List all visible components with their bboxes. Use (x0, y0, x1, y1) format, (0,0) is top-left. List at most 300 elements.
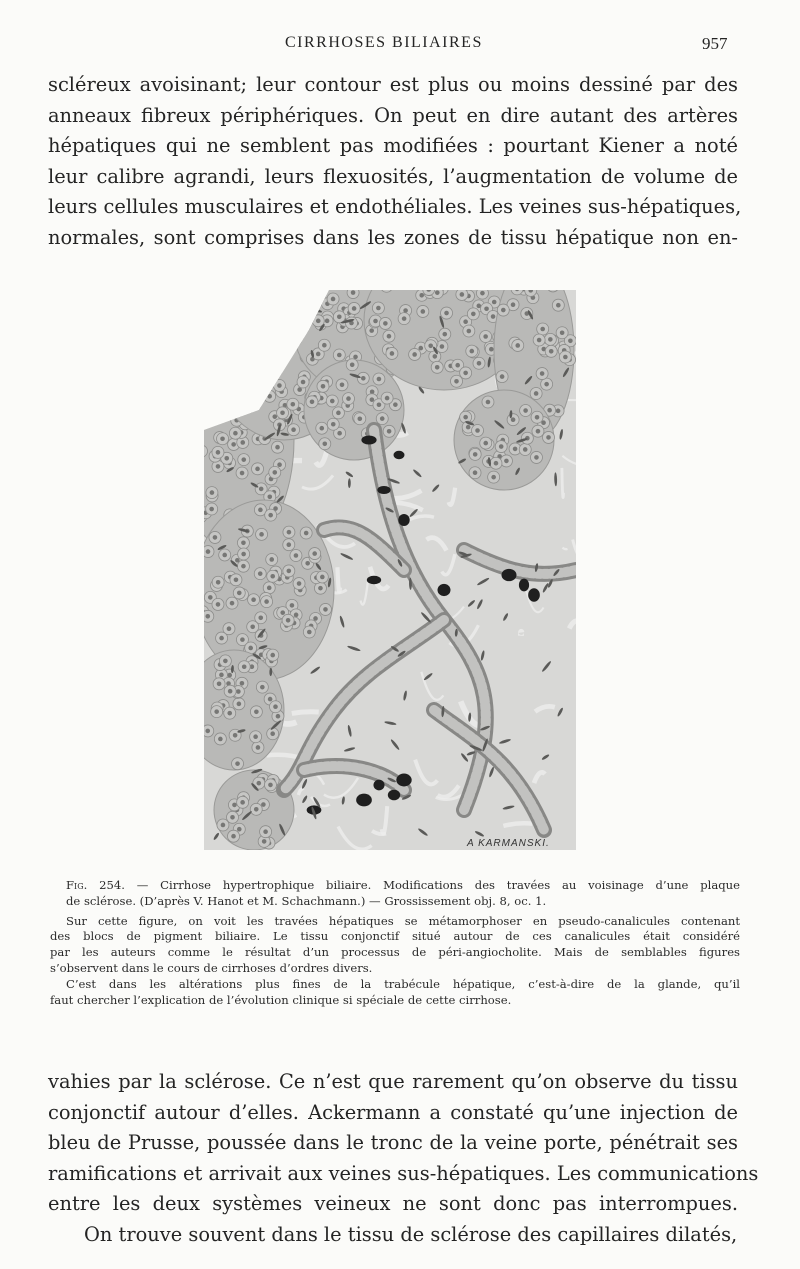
cell-nucleus (385, 396, 390, 401)
cell-nucleus (331, 422, 336, 427)
cell-nucleus (322, 343, 327, 348)
cell-nucleus (275, 445, 280, 450)
cell-nucleus (556, 409, 561, 414)
hepatocyte (244, 344, 256, 356)
cell-nucleus (262, 839, 267, 844)
pigment-block (377, 486, 390, 494)
fiber-strand (268, 313, 274, 326)
cell-nucleus (330, 399, 335, 404)
pigment-block (438, 584, 451, 596)
cell-nucleus (337, 315, 342, 320)
cell-nucleus (484, 306, 489, 311)
cell-nucleus (376, 306, 381, 311)
cell-nucleus (537, 338, 542, 343)
cell-nucleus (219, 636, 224, 641)
cell-nucleus (549, 349, 554, 354)
running-head (0, 34, 800, 56)
spindle-nucleus (211, 365, 222, 373)
cell-nucleus (239, 381, 244, 386)
cell-nucleus (454, 379, 459, 384)
cell-nucleus (475, 428, 480, 433)
cell-nucleus (440, 344, 445, 349)
hepatocyte (215, 398, 227, 410)
hepatocyte (254, 348, 266, 360)
text-line: ramifications et arrivait aux veines sus-hépatiques. Les communications (48, 1161, 759, 1185)
cell-nucleus (455, 363, 460, 368)
cell-nucleus (229, 393, 234, 398)
text-line: normales, sont comprises dans les zones de tissu hépatique non en- (48, 225, 738, 249)
cell-nucleus (276, 322, 281, 327)
cell-nucleus (428, 343, 433, 348)
spindle-nucleus (246, 370, 255, 379)
cell-nucleus (233, 733, 238, 738)
cell-nucleus (272, 414, 277, 419)
note-line: par les auteurs comme le résultat d’un processus de péri-angiocholite. Mais de semblables figures (50, 945, 740, 960)
cell-nucleus (287, 530, 292, 535)
cell-nucleus (307, 630, 312, 635)
cell-nucleus (291, 402, 296, 407)
cell-nucleus (248, 392, 253, 397)
hepatocyte (273, 318, 285, 330)
cell-nucleus (469, 349, 474, 354)
cell-nucleus (536, 429, 541, 434)
spindle-nucleus (239, 356, 252, 363)
page-number: 957 (702, 34, 728, 53)
cell-nucleus (257, 318, 262, 323)
cell-nucleus (433, 354, 438, 359)
cell-nucleus (500, 374, 505, 379)
cell-nucleus (511, 417, 516, 422)
hepatocyte (216, 347, 228, 359)
cell-nucleus (460, 292, 465, 297)
cell-nucleus (258, 571, 263, 576)
cell-nucleus (254, 374, 259, 379)
cell-nucleus (499, 444, 504, 449)
hepatocyte (214, 407, 226, 419)
cell-nucleus (241, 552, 246, 557)
cell-nucleus (240, 440, 245, 445)
hepatocyte (254, 391, 266, 403)
hepatocyte (221, 338, 233, 350)
cell-nucleus (230, 815, 235, 820)
cell-nucleus (218, 402, 223, 407)
cell-nucleus (556, 303, 561, 308)
cell-nucleus (247, 375, 252, 380)
hepatocyte (245, 344, 257, 356)
cell-nucleus (221, 375, 226, 380)
cell-nucleus (402, 316, 407, 321)
cell-nucleus (210, 490, 215, 495)
cell-nucleus (534, 455, 539, 460)
cell-nucleus (257, 395, 262, 400)
cell-nucleus (321, 384, 326, 389)
spindle-nucleus (233, 349, 244, 360)
fiber-strand (503, 823, 532, 826)
cell-nucleus (248, 347, 253, 352)
cell-nucleus (294, 553, 299, 558)
cell-nucleus (253, 734, 258, 739)
cell-nucleus (240, 338, 245, 343)
cell-nucleus (228, 689, 233, 694)
liver-tissue-illustration (204, 290, 576, 850)
cell-nucleus (225, 342, 230, 347)
cell-nucleus (320, 575, 325, 580)
cell-nucleus (471, 312, 476, 317)
fiber-strand (211, 390, 237, 393)
cell-nucleus (523, 447, 528, 452)
running-title: CIRRHOSES BILIAIRES (285, 34, 483, 51)
note-line: s’observent dans le cours de cirrhoses d’ordres divers. (50, 960, 373, 975)
cell-nucleus (270, 653, 275, 658)
cell-nucleus (272, 470, 277, 475)
cell-nucleus (387, 429, 392, 434)
cell-nucleus (277, 462, 282, 467)
cell-nucleus (316, 319, 321, 324)
cell-nucleus (216, 464, 221, 469)
cell-nucleus (547, 408, 552, 413)
cell-nucleus (216, 602, 221, 607)
cell-nucleus (353, 355, 358, 360)
cell-nucleus (259, 532, 264, 537)
cell-nucleus (548, 337, 553, 342)
cell-nucleus (473, 470, 478, 475)
caption-line: de sclérose. (D’après V. Hanot et M. Schachmann.) — Grossissement obj. 8, oc. 1. (66, 893, 547, 908)
cell-nucleus (304, 531, 309, 536)
cell-nucleus (352, 306, 357, 311)
hepatocyte (285, 310, 297, 322)
hepatocyte (277, 306, 289, 318)
fiber-strand (562, 468, 564, 498)
spindle-nucleus (264, 340, 275, 352)
cell-nucleus (261, 332, 266, 337)
cell-nucleus (540, 327, 545, 332)
cell-nucleus (491, 475, 496, 480)
hepatocyte (237, 334, 249, 346)
cell-nucleus (492, 300, 497, 305)
cell-nucleus (435, 365, 440, 370)
cell-nucleus (280, 610, 285, 615)
hepatocyte (244, 389, 256, 401)
cell-nucleus (254, 710, 259, 715)
cell-nucleus (276, 714, 281, 719)
cell-nucleus (301, 380, 306, 385)
cell-nucleus (241, 564, 246, 569)
cell-nucleus (258, 508, 263, 513)
cell-nucleus (523, 408, 528, 413)
cell-nucleus (319, 426, 324, 431)
cell-nucleus (218, 737, 223, 742)
cell-nucleus (253, 350, 258, 355)
cell-nucleus (227, 711, 232, 716)
cell-nucleus (563, 355, 568, 360)
hepatocyte (243, 371, 255, 383)
caption-label: Fig. 254. (66, 878, 125, 892)
pigment-block (356, 794, 372, 807)
cell-nucleus (260, 685, 265, 690)
cell-nucleus (222, 553, 227, 558)
cell-nucleus (511, 302, 516, 307)
cell-nucleus (280, 310, 285, 315)
cell-nucleus (534, 391, 539, 396)
top-paragraph (48, 70, 742, 253)
cell-nucleus (337, 431, 342, 436)
hepatocyte (225, 390, 237, 402)
cell-nucleus (483, 334, 488, 339)
cell-nucleus (280, 410, 285, 415)
fiber-strand (292, 712, 319, 714)
cell-nucleus (256, 745, 261, 750)
hepatocyte (204, 371, 214, 383)
cell-nucleus (217, 682, 222, 687)
cell-nucleus (418, 346, 423, 351)
cell-nucleus (290, 603, 295, 608)
cell-nucleus (390, 351, 395, 356)
hepatocyte (248, 361, 260, 373)
cell-nucleus (361, 376, 366, 381)
cell-nucleus (234, 578, 239, 583)
cell-nucleus (237, 702, 242, 707)
cell-nucleus (267, 586, 272, 591)
cell-nucleus (257, 781, 262, 786)
cell-nucleus (242, 664, 247, 669)
hepatocyte (247, 372, 259, 384)
text-line: bleu de Prusse, poussée dans le tronc de la veine porte, pénétrait ses (48, 1131, 738, 1154)
cell-nucleus (221, 823, 226, 828)
pigment-block (528, 588, 540, 601)
cell-nucleus (337, 353, 342, 358)
cell-nucleus (258, 352, 263, 357)
note-line: des blocs de pigment biliaire. Le tissu conjonctif situé autour de ces canalicules était considéré (50, 929, 740, 944)
cell-nucleus (318, 299, 323, 304)
cell-nucleus (340, 382, 345, 387)
cell-nucleus (286, 618, 291, 623)
cell-nucleus (270, 574, 275, 579)
cell-nucleus (230, 601, 235, 606)
pigment-block (398, 514, 409, 526)
cell-nucleus (273, 332, 278, 337)
cell-nucleus (277, 383, 282, 388)
pigment-block (501, 569, 516, 581)
cell-nucleus (294, 613, 299, 618)
cell-nucleus (205, 729, 210, 734)
cell-nucleus (206, 549, 211, 554)
cell-nucleus (204, 401, 207, 406)
spindle-nucleus (251, 320, 257, 334)
cell-nucleus (266, 368, 271, 373)
cell-nucleus (250, 624, 255, 629)
hepatocyte (262, 365, 274, 377)
cell-nucleus (273, 704, 278, 709)
cell-nucleus (237, 375, 242, 380)
cell-nucleus (227, 626, 232, 631)
cell-nucleus (240, 637, 245, 642)
hepatocyte (236, 377, 248, 389)
cell-nucleus (240, 681, 245, 686)
cell-nucleus (231, 442, 236, 447)
cell-nucleus (219, 355, 224, 360)
cell-nucleus (467, 329, 472, 334)
hepatocyte (212, 400, 224, 412)
cell-nucleus (466, 425, 471, 430)
cell-nucleus (377, 402, 382, 407)
text-line: conjonctif autour d’elles. Ackermann a constaté qu’une injection de (48, 1100, 738, 1124)
pigment-block (394, 451, 405, 459)
text-line: leur calibre agrandi, leurs flexuosités, l’augmentation de volume de (48, 164, 738, 188)
text-line: scléreux avoisinant; leur contour est plus ou moins dessiné par des (48, 73, 738, 96)
cell-nucleus (291, 427, 296, 432)
artist-signature: A KARMANSKI. (467, 838, 550, 849)
hepatocyte (217, 402, 229, 414)
pigment-block (361, 435, 376, 444)
cell-nucleus (494, 461, 499, 466)
cell-nucleus (227, 673, 232, 678)
note-line: faut chercher l’explication de l’évolution clinique si spéciale de cette cirrhose. (50, 992, 512, 1007)
hepatocyte (215, 352, 227, 364)
cell-nucleus (336, 411, 341, 416)
cell-nucleus (221, 406, 226, 411)
cell-nucleus (206, 374, 211, 379)
cell-nucleus (237, 591, 242, 596)
cell-nucleus (251, 376, 256, 381)
hepatocyte (233, 372, 245, 384)
cell-nucleus (287, 569, 292, 574)
cell-nucleus (216, 403, 221, 408)
note-line: Sur cette figure, on voit les travées hépatiques se métamorphoser en pseudo-canalicules contenant (66, 913, 740, 928)
cell-nucleus (504, 459, 509, 464)
cell-nucleus (232, 803, 237, 808)
cell-nucleus (265, 385, 270, 390)
hepatocyte (240, 349, 252, 361)
cell-nucleus (209, 507, 214, 512)
cell-nucleus (267, 494, 272, 499)
cell-nucleus (316, 352, 321, 357)
hepatocyte (204, 398, 211, 410)
cell-nucleus (286, 542, 291, 547)
pigment-block (388, 790, 400, 801)
fiber-strand (229, 360, 253, 387)
cell-nucleus (419, 293, 424, 298)
cell-nucleus (264, 599, 269, 604)
cell-nucleus (387, 334, 392, 339)
cell-nucleus (205, 614, 210, 619)
cell-nucleus (463, 371, 468, 376)
hepatocyte (276, 319, 288, 331)
cell-nucleus (535, 415, 540, 420)
cell-nucleus (346, 396, 351, 401)
hepatocyte (224, 350, 236, 362)
cell-nucleus (259, 487, 264, 492)
cell-nucleus (258, 615, 263, 620)
cell-nucleus (273, 301, 278, 306)
cell-nucleus (403, 308, 408, 313)
cell-nucleus (216, 450, 221, 455)
cell-nucleus (251, 597, 256, 602)
text-line: anneaux fibreux périphériques. On peut en dire autant des artères (48, 103, 738, 127)
cell-nucleus (442, 332, 447, 337)
cell-nucleus (235, 761, 240, 766)
cell-nucleus (249, 347, 254, 352)
cell-nucleus (393, 402, 398, 407)
cell-nucleus (325, 319, 330, 324)
fiber-strand (223, 334, 257, 355)
hepatocyte (217, 372, 229, 384)
cell-nucleus (491, 314, 496, 319)
cell-nucleus (473, 452, 478, 457)
cell-nucleus (263, 829, 268, 834)
cell-nucleus (267, 394, 272, 399)
hepatocyte (204, 347, 214, 359)
cell-nucleus (261, 377, 266, 382)
hepatocyte (277, 333, 289, 345)
cell-nucleus (351, 290, 356, 295)
hepatocyte (269, 329, 281, 341)
cell-nucleus (373, 319, 378, 324)
cell-nucleus (219, 673, 224, 678)
note-line: C’est dans les altérations plus fines de la trabécule hépatique, c’est-à-dire de la glande, qu’il (66, 976, 740, 991)
cell-nucleus (297, 581, 302, 586)
cell-nucleus (208, 595, 213, 600)
cell-nucleus (318, 586, 323, 591)
cell-nucleus (213, 535, 218, 540)
cell-nucleus (236, 689, 241, 694)
cell-nucleus (240, 800, 245, 805)
cell-nucleus (268, 513, 273, 518)
cell-nucleus (513, 447, 518, 452)
cell-nucleus (233, 431, 238, 436)
cell-nucleus (544, 382, 549, 387)
hepatocyte (269, 298, 281, 310)
cell-nucleus (322, 441, 327, 446)
cell-nucleus (380, 416, 385, 421)
cell-nucleus (501, 308, 506, 313)
cell-nucleus (313, 616, 318, 621)
cell-nucleus (323, 607, 328, 612)
caption-line (50, 878, 740, 894)
cell-nucleus (477, 361, 482, 366)
text-line: entre les deux systèmes veineux ne sont donc pas interrompues. (48, 1192, 738, 1215)
cell-nucleus (218, 411, 223, 416)
cell-nucleus (249, 382, 254, 387)
cell-nucleus (268, 783, 273, 788)
cell-nucleus (560, 330, 565, 335)
cell-nucleus (240, 471, 245, 476)
cell-nucleus (310, 400, 315, 405)
cell-nucleus (237, 827, 242, 832)
cell-nucleus (305, 561, 310, 566)
cell-nucleus (228, 354, 233, 359)
cell-nucleus (252, 406, 257, 411)
cell-nucleus (350, 362, 355, 367)
cell-nucleus (224, 456, 229, 461)
histology-figure (204, 290, 576, 850)
pigment-block (373, 780, 384, 791)
cell-nucleus (241, 457, 246, 462)
cell-nucleus (444, 311, 449, 316)
hepatocyte (257, 328, 269, 340)
cell-nucleus (369, 328, 374, 333)
cell-nucleus (220, 350, 225, 355)
cell-nucleus (220, 436, 225, 441)
cell-nucleus (540, 371, 545, 376)
cell-nucleus (268, 697, 273, 702)
cell-nucleus (546, 435, 551, 440)
cell-nucleus (463, 319, 468, 324)
hepatocyte (251, 371, 263, 383)
text-line: leurs cellules musculaires et endothéliales. Les veines sus-hépatiques, (48, 195, 742, 218)
bottom-paragraph (48, 1067, 759, 1250)
cell-nucleus (421, 309, 426, 314)
cell-nucleus (435, 290, 440, 295)
